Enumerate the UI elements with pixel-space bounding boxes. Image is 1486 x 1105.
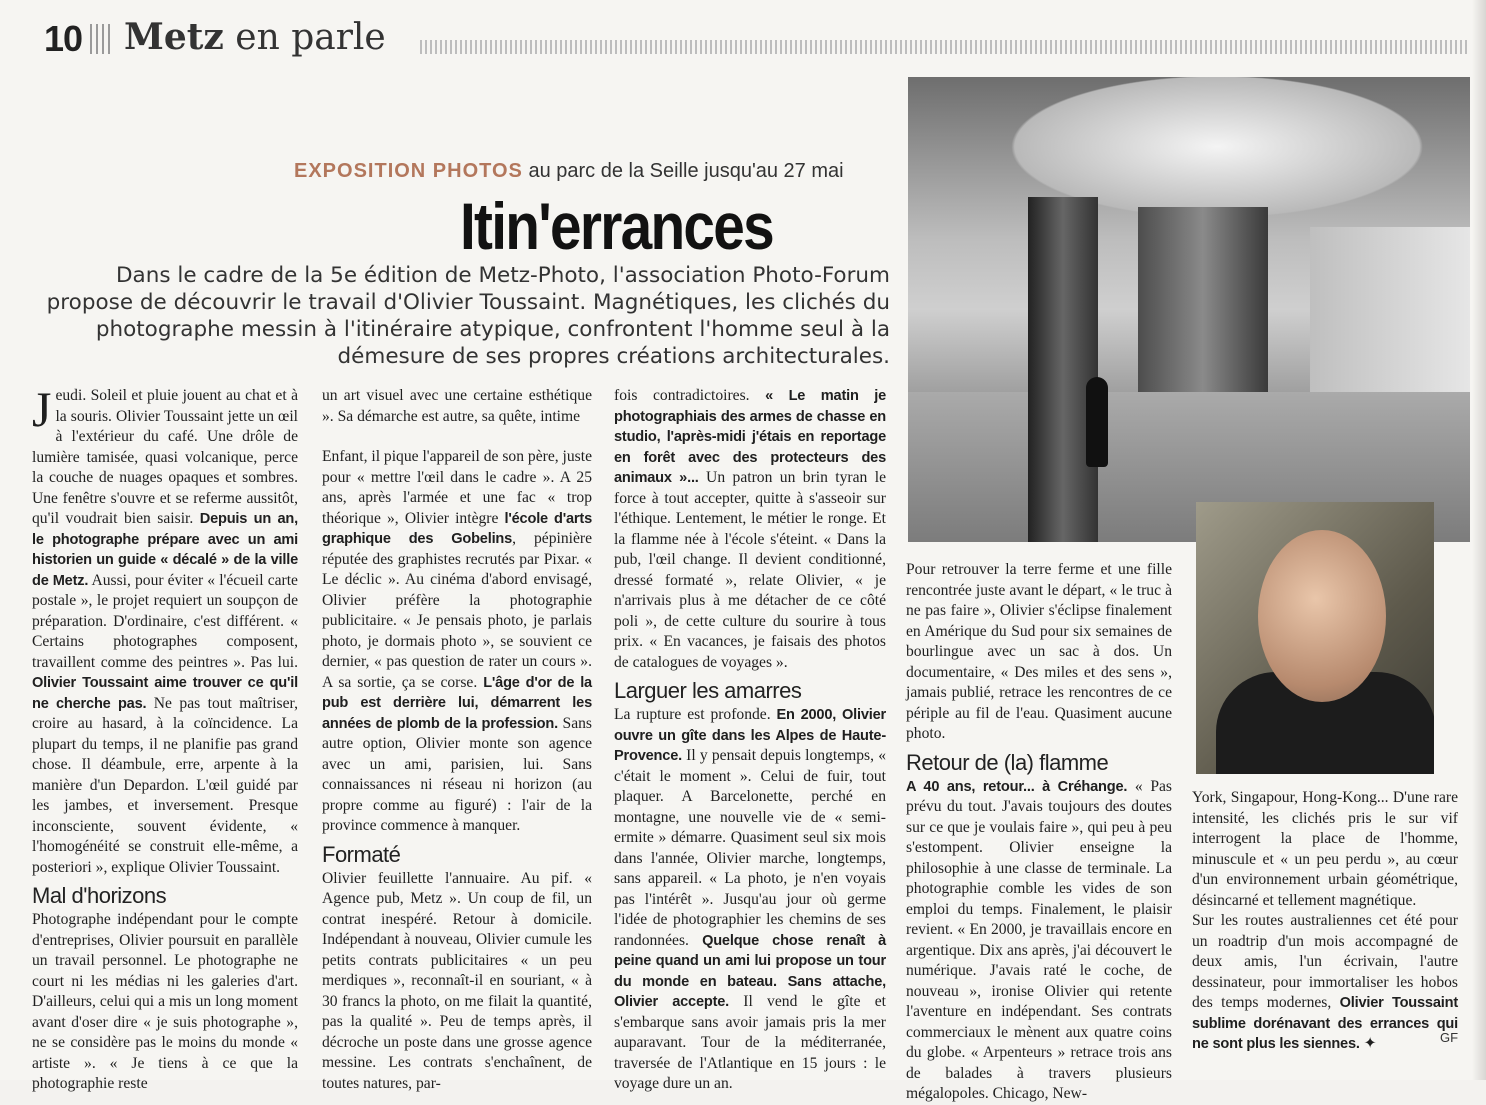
subhead-mal-horizons: Mal d'horizons	[32, 883, 167, 908]
end-mark: ✦	[1359, 1035, 1377, 1052]
header-rule	[420, 40, 1470, 54]
col5-paragraph-2	[1192, 911, 1458, 1055]
section-title-rest: en parle	[223, 17, 386, 58]
section-title-bold: Metz	[124, 16, 224, 58]
text: Enfant, il pique l'appareil de son père, juste pour « mettre l'œil dans le cadre ». A 25 ans, après l'armée et une fac « trop théorique », Olivier intègre	[322, 448, 592, 527]
subhead-larguer: Larguer les amarres	[614, 678, 802, 703]
drop-cap: J	[32, 381, 52, 437]
column-1	[32, 381, 298, 1095]
column-3	[614, 386, 886, 1095]
subhead-retour: Retour de (la) flamme	[906, 749, 1109, 775]
text: fois contradictoires.	[614, 387, 766, 404]
text: Un patron un brin tyran le force à tout accepter, quitte à s'asseoir sur l'éthique. Lentement, le métier le ronge. Et la flamme née à l'école s'éteint. « Dans la pub, l'œil change. Il devient conditionné, dressé formaté », relate Olivier, « je n'arrivais plus à me détacher de ce côté poli », de cette culture du sourire à tous prix. « En vacances, je faisais des photos de catalogues de voyages ».	[614, 469, 886, 671]
col4-paragraph-2	[906, 777, 1172, 1105]
text: Il vend le gîte et s'embarque sans avoir jamais pris la mer auparavant. Tour de la méditerranée, traversée de l'Atlantique en 15 jours : le voyage dure un an.	[614, 993, 886, 1092]
bold-text: En 2000, Olivier ouvre un gîte dans les Alpes de Haute-Provence.	[614, 707, 886, 764]
bold-text: Olivier Toussaint aime trouver ce qu'il ne cherche pas.	[32, 675, 298, 712]
bold-text: L'âge d'or de la pub est derrière lui, démarrent les années de plomb de la profession.	[322, 674, 592, 732]
photo-silhouette	[1086, 377, 1108, 467]
bold-text: « Le matin je photographiais des armes de chasse en studio, l'après-midi j'étais en reportage en forêt avec des protecteurs des animaux »...	[614, 388, 886, 486]
text: , pépinière réputée des graphistes recrutés par Pixar. « Le déclic ». Au cinéma d'abord envisagé, Olivier préfère la photographie publicitaire. « Je pensais photo, je parlais photo, je dormais photo », se souvient ce dernier, « pas question de rater un cours ». A sa sortie, ça se corse.	[322, 530, 592, 691]
header-bars	[90, 24, 110, 54]
bold-text: Depuis un an, le photographe prépare avec un ami historien un guide « décalé » de la ville de Metz.	[32, 511, 298, 589]
spacer	[322, 427, 592, 447]
standfirst: Dans le cadre de la 5e édition de Metz-Photo, l'association Photo-Forum propose de découvrir le travail d'Olivier Toussaint. Magnétiques, les clichés du photographe messin à l'itinéraire atypique, confrontent l'homme seul à la démesure de ses propres créations architecturales.	[46, 263, 890, 369]
section-title	[124, 16, 386, 58]
kicker-rest: au parc de la Seille jusqu'au 27 mai	[522, 160, 844, 182]
col4-paragraph-1: Pour retrouver la terre ferme et une fille rencontrée juste avant le départ, « le truc à ne pas faire », Olivier s'éclipse finalement en Amérique du Sud pour six semaines de bourlingue avec un sac à dos. Un documentaire, « Des miles et des sens », jamais publié, retrace les rencontres de ce périple au fil de l'eau. Quasiment aucune photo.	[906, 561, 1172, 742]
col2-paragraph-2	[322, 447, 592, 837]
portrait-photo	[1196, 502, 1434, 774]
col3-paragraph-1	[614, 386, 886, 673]
bold-text: Quelque chose renaît à peine quand un ami lui propose un tour du monde en bateau. Sans attache, Olivier accepte.	[614, 932, 886, 1010]
text: La rupture est profonde.	[614, 706, 777, 723]
text: eudi. Soleil et pluie jouent au chat et à la souris. Olivier Toussaint jette un œil à l'extérieur du café. Une drôle de lumière tamisée, quasi volcanique, perce la couche de nuages opaques et sombres. Une fenêtre s'ouvre et se referme aussitôt, qu'il voudrait bien saisir.	[32, 387, 298, 527]
text: Aussi, pour éviter « l'écueil carte postale », le projet requiert un soupçon de préparation. D'ordinaire, c'est différent. « Certains photographes composent, travaillent comme des peintres ». Pas lui.	[32, 571, 298, 671]
kicker-label: EXPOSITION PHOTOS	[294, 160, 523, 182]
column-5	[1192, 788, 1458, 1055]
col1-paragraph-2: Photographe indépendant pour le compte d'entreprises, Olivier poursuit en parallèle un travail personnel. Le photographe ne court ni les médias ni les galeries d'art. D'ailleurs, celui qui a mis un long moment avant d'oser dire « je suis photographe », ne se considère pas le moins du monde « artiste ». « Je tiens à ce que la photographie reste	[32, 911, 298, 1092]
col2-paragraph-1: un art visuel avec une certaine esthétique ». Sa démarche est autre, sa quête, intime	[322, 387, 592, 425]
col2-paragraph-3: Olivier feuillette l'annuaire. Au pif. « Agence pub, Metz ». Un coup de fil, un contrat inespéré. Retour à domicile. Indépendant à nouveau, Olivier cumule les petits contrats publicitaires « un peu merdiques », reconnaît-il en souriant, « à 30 francs la photo, on me filait la quantité, pas la qualité ». Peu de temps après, il décroche un poste dans une grosse agence messine. Les contrats s'enchaînent, de toutes natures, par-	[322, 869, 592, 1092]
architecture-photo	[908, 77, 1470, 542]
col3-paragraph-2	[614, 705, 886, 1095]
photo-pillar	[1028, 197, 1098, 542]
text: Ne pas tout maîtriser, croire au hasard, à la coïncidence. La plupart du temps, il ne planifie pas grand chose. Il déambule, erre, arpente à la manière d'un Depardon. L'œil guidé par les jambes, et inversement. Presque inconsciente, souvent évidente, « l'homogénéité se construit elle-même, a posteriori », explique Olivier Toussaint.	[32, 694, 298, 876]
bold-text: A 40 ans, retour... à Créhange.	[906, 778, 1128, 795]
text: « Pas prévu du tout. J'avais toujours des doutes sur ce que je voulais faire », qui peu à peu s'estompent. Olivier enseigne la philosophie à une classe de terminale. La photographie comble les vides de son emploi du temps. Finalement, le plaisir revient. « En 2000, je travaillais encore en argentique. Dix ans après, j'ai découvert le numérique. J'avais raté le coche, de nouveau », ironise Olivier qui retente l'aventure en indépendant. Ses contrats commerciaux le mènent aux quatre coins du globe. « Arpenteurs » retrace trois ans de balades à travers plusieurs mégalopoles. Chicago, New-	[906, 777, 1172, 1102]
portrait-head	[1258, 530, 1386, 702]
subhead-formate: Formaté	[322, 841, 401, 867]
column-2	[322, 386, 592, 1094]
text: Sur les routes australiennes cet été pour un roadtrip d'un mois accompagné de deux amis, l'un écrivain, l'autre dessinateur, pour immortaliser les hobos des temps modernes,	[1192, 912, 1458, 1011]
kicker	[294, 160, 844, 183]
bold-text: Olivier Toussaint sublime dorénavant des errances qui ne sont plus les siennes.	[1192, 995, 1458, 1052]
column-4	[906, 560, 1172, 1105]
headline: Itin'errances	[460, 189, 773, 263]
author-signature: GF	[1440, 1030, 1459, 1045]
bold-text: l'école d'arts graphique des Gobelins	[322, 510, 592, 547]
page-number: 10	[44, 18, 83, 59]
text: Sans autre option, Olivier monte son agence avec un ami, parisien, lui. Sans connaissances ni réseau ni horizon (au propre comme au figuré) : l'air de la province commence à manquer.	[322, 714, 592, 834]
text: Il y pensait depuis longtemps, « c'était le moment ». Celui de fuir, tout plaquer. A Barcelonette, perché en montagne, une nouvelle vie de « semi-ermite » démarre. Quasiment seul six mois dans l'année, Olivier marche, longtemps, sans appareil. « La photo, je n'en voyais pas l'intérêt ». Jusqu'au jour où germe l'idée de photographier les chemins de ses randonnées.	[614, 747, 886, 949]
col1-paragraph-1	[32, 381, 298, 878]
col5-paragraph-1: York, Singapour, Hong-Kong... D'une rare intensité, les clichés pris le sur vif interrogent la place de l'homme, minuscule et « un peu perdu », au cœur d'un environnement urbain géométrique, désincarné et tellement magnétique.	[1192, 789, 1458, 909]
page-edge	[1472, 0, 1486, 1080]
